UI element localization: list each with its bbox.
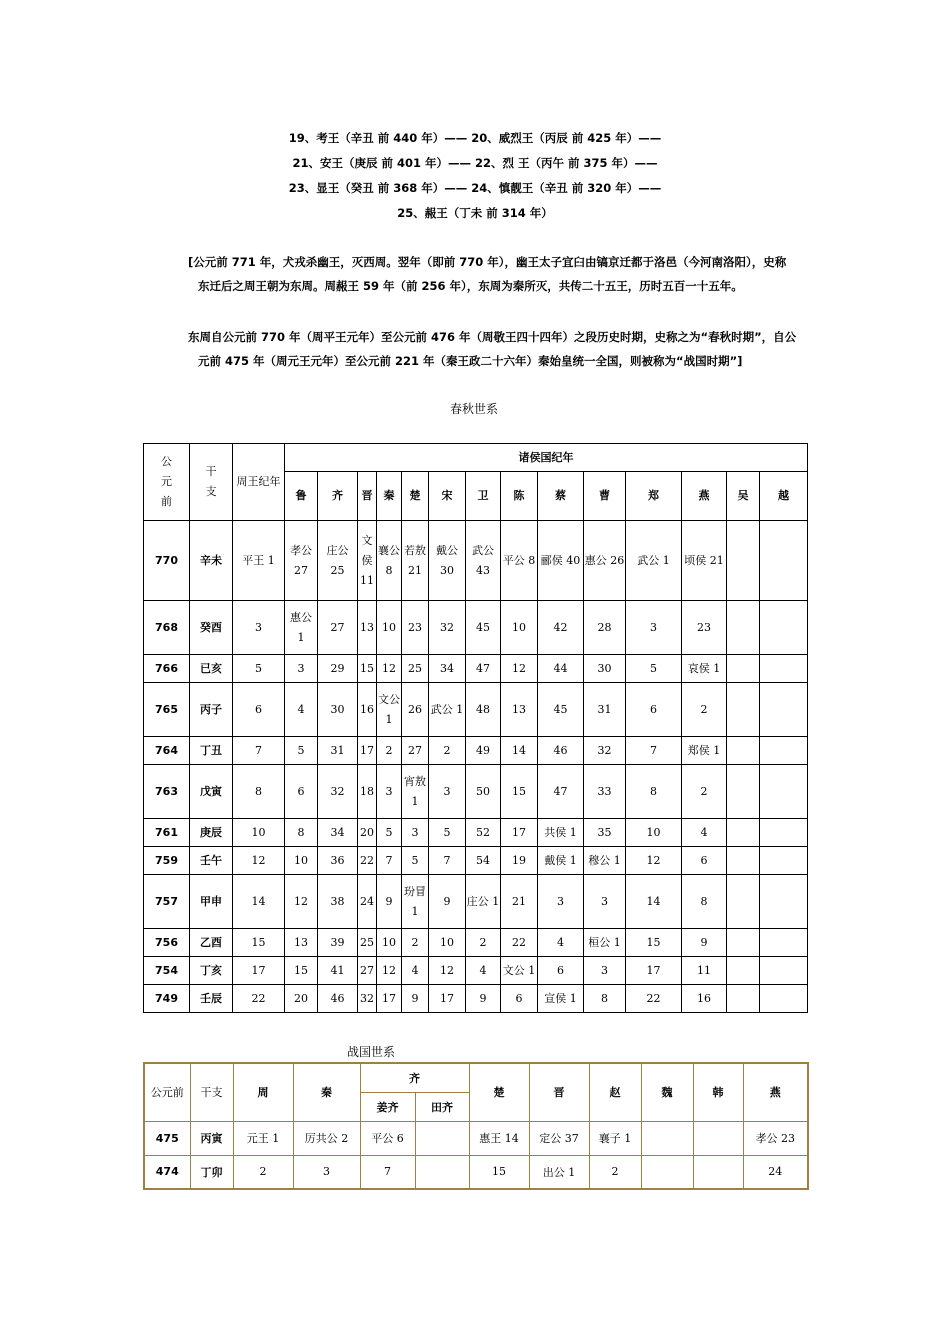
table-cell: 5 (626, 655, 682, 683)
table-cell: 穆公 1 (584, 847, 626, 875)
table-cell (727, 655, 760, 683)
table-cell: 元王 1 (233, 1121, 293, 1155)
year-cell: 765 (144, 683, 190, 737)
table-row (144, 957, 808, 985)
table-cell: 41 (318, 957, 358, 985)
year-cell: 770 (144, 521, 190, 601)
table-cell: 36 (318, 847, 358, 875)
table-cell: 襄子 1 (589, 1121, 641, 1155)
table-cell: 28 (584, 601, 626, 655)
table-cell: 23 (682, 601, 727, 655)
table-cell: 顷侯 21 (682, 521, 727, 601)
table-cell: 14 (626, 875, 682, 929)
ganzhi-cell: 壬午 (190, 847, 233, 875)
table-cell (760, 737, 808, 765)
year-cell: 768 (144, 601, 190, 655)
table-cell: 45 (466, 601, 501, 655)
table-cell: 2 (429, 737, 466, 765)
table-cell (760, 521, 808, 601)
table-cell: 8 (682, 875, 727, 929)
ganzhi-cell: 庚辰 (190, 819, 233, 847)
state-header: 宋 (429, 472, 466, 521)
table-cell: 15 (626, 929, 682, 957)
table-cell: 若敖 21 (402, 521, 429, 601)
state-header: 蔡 (538, 472, 584, 521)
t2-header-jiangqi: 姜齐 (360, 1092, 415, 1121)
ganzhi-cell: 丁卯 (190, 1155, 233, 1189)
table-cell: 22 (626, 985, 682, 1013)
state-header: 卫 (466, 472, 501, 521)
year-cell: 759 (144, 847, 190, 875)
t2-header-zhou: 周 (233, 1063, 293, 1121)
table-cell: 32 (429, 601, 466, 655)
table-cell: 13 (285, 929, 318, 957)
table-cell: 6 (285, 765, 318, 819)
table-cell (727, 521, 760, 601)
king-line-4: 25、赧王（丁未 前 314 年） (397, 206, 553, 220)
table-cell: 出公 1 (529, 1155, 589, 1189)
table-cell: 2 (233, 1155, 293, 1189)
year-cell: 756 (144, 929, 190, 957)
table-cell (415, 1155, 469, 1189)
table-cell: 戴公 30 (429, 521, 466, 601)
ganzhi-cell: 乙酉 (190, 929, 233, 957)
table-cell: 39 (318, 929, 358, 957)
table-cell: 38 (318, 875, 358, 929)
table-cell: 17 (501, 819, 538, 847)
table-cell: 10 (285, 847, 318, 875)
intro-line-2: 东迁后之周王朝为东周。周赧王 59 年（前 256 年），东周为秦所灭，共传二十五王，历时五百一十五年。 (198, 279, 743, 293)
t2-header-han: 韩 (693, 1063, 743, 1121)
table-cell: 22 (233, 985, 285, 1013)
table-cell (760, 765, 808, 819)
table-row (144, 929, 808, 957)
table-cell: 44 (538, 655, 584, 683)
state-header: 曹 (584, 472, 626, 521)
table-row (144, 765, 808, 819)
state-header: 吴 (727, 472, 760, 521)
table-cell: 桓公 1 (584, 929, 626, 957)
table-row (144, 655, 808, 683)
table-cell (727, 765, 760, 819)
intro-paragraph (188, 250, 810, 298)
table-row (144, 847, 808, 875)
table-cell: 10 (233, 819, 285, 847)
ganzhi-cell: 辛未 (190, 521, 233, 601)
state-header: 越 (760, 472, 808, 521)
table-cell: 郑侯 1 (682, 737, 727, 765)
table-cell: 12 (626, 847, 682, 875)
table-cell: 9 (377, 875, 402, 929)
table-cell: 8 (285, 819, 318, 847)
table-cell (727, 957, 760, 985)
header-year: 公元前 (144, 444, 190, 521)
table-cell: 32 (584, 737, 626, 765)
table-cell: 郦侯 40 (538, 521, 584, 601)
table-cell: 32 (318, 765, 358, 819)
t2-header-jin: 晋 (529, 1063, 589, 1121)
king-line-3: 23、显王（癸丑 前 368 年）—— 24、慎靓王（辛丑 前 320 年）—— (288, 181, 662, 195)
table-row (144, 601, 808, 655)
table-cell: 4 (285, 683, 318, 737)
table-cell: 31 (318, 737, 358, 765)
spring-autumn-table (143, 443, 808, 1013)
ganzhi-cell: 甲申 (190, 875, 233, 929)
table-cell: 3 (584, 875, 626, 929)
year-cell: 764 (144, 737, 190, 765)
table-cell: 7 (360, 1155, 415, 1189)
table-cell: 9 (466, 985, 501, 1013)
table-cell: 7 (377, 847, 402, 875)
state-header: 郑 (626, 472, 682, 521)
table-cell: 27 (402, 737, 429, 765)
t2-header-zhao: 赵 (589, 1063, 641, 1121)
table-cell: 47 (466, 655, 501, 683)
table-cell: 42 (538, 601, 584, 655)
table-cell (727, 929, 760, 957)
t2-header-year: 公元前 (144, 1063, 190, 1121)
table-cell (760, 985, 808, 1013)
table-cell (760, 957, 808, 985)
ganzhi-cell: 壬辰 (190, 985, 233, 1013)
table-cell: 庄公 1 (466, 875, 501, 929)
table-cell: 32 (358, 985, 377, 1013)
table-cell: 24 (743, 1155, 808, 1189)
table-cell: 厉共公 2 (293, 1121, 360, 1155)
table-cell (415, 1121, 469, 1155)
table-row (144, 1155, 808, 1189)
table-cell: 12 (377, 957, 402, 985)
table-cell: 17 (358, 737, 377, 765)
table-cell: 34 (318, 819, 358, 847)
table-cell (760, 819, 808, 847)
table-cell: 5 (429, 819, 466, 847)
table-cell: 9 (429, 875, 466, 929)
table-cell: 3 (584, 957, 626, 985)
ganzhi-cell: 戊寅 (190, 765, 233, 819)
table-cell: 17 (233, 957, 285, 985)
table-cell: 2 (589, 1155, 641, 1189)
table-cell: 定公 37 (529, 1121, 589, 1155)
table-cell: 3 (626, 601, 682, 655)
spring-autumn-caption: 春秋世系 (450, 402, 499, 416)
table-cell: 武公 1 (429, 683, 466, 737)
ganzhi-cell: 丙寅 (190, 1121, 233, 1155)
ganzhi-cell: 丙子 (190, 683, 233, 737)
table-cell: 46 (318, 985, 358, 1013)
table-cell: 9 (682, 929, 727, 957)
table-cell: 47 (538, 765, 584, 819)
table-cell (727, 875, 760, 929)
table-cell: 10 (501, 601, 538, 655)
table-cell: 2 (682, 765, 727, 819)
table-cell: 6 (233, 683, 285, 737)
table-cell: 16 (358, 683, 377, 737)
table-cell: 17 (429, 985, 466, 1013)
table-cell: 12 (501, 655, 538, 683)
warring-states-caption: 战国世系 (347, 1045, 396, 1059)
year-cell: 475 (144, 1121, 190, 1155)
table-cell (727, 737, 760, 765)
table-cell (727, 847, 760, 875)
king-line-2: 21、安王（庚辰 前 401 年）—— 22、烈 王（丙午 前 375 年）—— (292, 156, 658, 170)
table-cell (727, 985, 760, 1013)
table-cell: 4 (466, 957, 501, 985)
table-cell: 31 (584, 683, 626, 737)
table-cell: 宵敖 1 (402, 765, 429, 819)
table-cell: 11 (682, 957, 727, 985)
year-cell: 766 (144, 655, 190, 683)
header-ganzhi: 干支 (190, 444, 233, 521)
year-cell: 474 (144, 1155, 190, 1189)
state-header: 齐 (318, 472, 358, 521)
table-cell: 13 (358, 601, 377, 655)
table-row (144, 683, 808, 737)
table-cell: 襄公 8 (377, 521, 402, 601)
table-cell: 文公 1 (377, 683, 402, 737)
table-cell: 孝公 23 (743, 1121, 808, 1155)
table-cell: 2 (377, 737, 402, 765)
t2-header-ganzhi: 干支 (190, 1063, 233, 1121)
table-cell: 平公 6 (360, 1121, 415, 1155)
table-cell: 12 (233, 847, 285, 875)
t2-header-qin: 秦 (293, 1063, 360, 1121)
table-cell: 平公 8 (501, 521, 538, 601)
t2-header-chu: 楚 (469, 1063, 529, 1121)
t2-header-wei: 魏 (641, 1063, 693, 1121)
table-cell: 15 (358, 655, 377, 683)
state-header: 鲁 (285, 472, 318, 521)
table-cell: 20 (358, 819, 377, 847)
table-cell: 25 (358, 929, 377, 957)
table-cell: 5 (285, 737, 318, 765)
table-cell: 48 (466, 683, 501, 737)
table-cell: 9 (402, 985, 429, 1013)
year-cell: 749 (144, 985, 190, 1013)
table-row (144, 521, 808, 601)
table-cell: 20 (285, 985, 318, 1013)
table-cell: 18 (358, 765, 377, 819)
table-cell: 54 (466, 847, 501, 875)
table-cell (760, 683, 808, 737)
table-cell: 17 (377, 985, 402, 1013)
table-cell: 3 (377, 765, 402, 819)
table-cell: 52 (466, 819, 501, 847)
table-cell: 15 (285, 957, 318, 985)
table-cell: 共侯 1 (538, 819, 584, 847)
table-cell: 4 (402, 957, 429, 985)
table-cell: 10 (626, 819, 682, 847)
table-cell (693, 1155, 743, 1189)
table-cell (760, 875, 808, 929)
ganzhi-cell: 丁亥 (190, 957, 233, 985)
table-cell: 21 (501, 875, 538, 929)
table-cell: 8 (233, 765, 285, 819)
table-cell: 孝公 27 (285, 521, 318, 601)
king-line-1: 19、考王（辛丑 前 440 年）—— 20、威烈王（丙辰 前 425 年）—— (288, 131, 662, 145)
table-cell (727, 601, 760, 655)
table-cell: 玢冒 1 (402, 875, 429, 929)
table-cell: 文侯 11 (358, 521, 377, 601)
table-cell: 23 (402, 601, 429, 655)
table-cell: 惠公 26 (584, 521, 626, 601)
table-cell: 25 (402, 655, 429, 683)
table-cell: 3 (285, 655, 318, 683)
table-cell: 6 (538, 957, 584, 985)
table-cell: 平王 1 (233, 521, 285, 601)
table-cell: 3 (233, 601, 285, 655)
table-cell (641, 1155, 693, 1189)
table-cell: 10 (377, 929, 402, 957)
ganzhi-cell: 癸酉 (190, 601, 233, 655)
table-cell: 12 (285, 875, 318, 929)
table-cell: 49 (466, 737, 501, 765)
table-row (144, 875, 808, 929)
table-cell: 34 (429, 655, 466, 683)
table-row (144, 819, 808, 847)
table-cell: 16 (682, 985, 727, 1013)
table-cell: 3 (538, 875, 584, 929)
table-cell (760, 601, 808, 655)
table-cell: 3 (402, 819, 429, 847)
table-cell: 14 (501, 737, 538, 765)
table-cell: 19 (501, 847, 538, 875)
ganzhi-cell: 丁丑 (190, 737, 233, 765)
table-cell: 12 (377, 655, 402, 683)
table-cell: 惠王 14 (469, 1121, 529, 1155)
table-cell: 庄公 25 (318, 521, 358, 601)
t2-header-yan: 燕 (743, 1063, 808, 1121)
table-cell: 27 (358, 957, 377, 985)
table-cell: 2 (402, 929, 429, 957)
table-cell: 14 (233, 875, 285, 929)
table-cell: 27 (318, 601, 358, 655)
year-cell: 757 (144, 875, 190, 929)
table-cell: 8 (626, 765, 682, 819)
table-cell: 22 (358, 847, 377, 875)
table-cell: 6 (626, 683, 682, 737)
table-cell: 15 (233, 929, 285, 957)
period-line-1: 东周自公元前 770 年（周平王元年）至公元前 476 年（周敬王四十四年）之段历史时期，史称之为“春秋时期”，自公 (188, 330, 797, 344)
table-row (144, 985, 808, 1013)
state-header: 秦 (377, 472, 402, 521)
table-cell: 10 (429, 929, 466, 957)
table-cell: 46 (538, 737, 584, 765)
table-cell (760, 655, 808, 683)
table-cell: 35 (584, 819, 626, 847)
table-cell: 4 (538, 929, 584, 957)
table-cell (693, 1121, 743, 1155)
table-row (144, 737, 808, 765)
t2-header-tianqi: 田齐 (415, 1092, 469, 1121)
table-cell: 4 (682, 819, 727, 847)
period-line-2: 元前 475 年（周元王元年）至公元前 221 年（秦王政二十六年）秦始皇统一全国，则被称为“战国时期”] (198, 354, 743, 368)
table-cell: 45 (538, 683, 584, 737)
table-cell (727, 683, 760, 737)
year-cell: 763 (144, 765, 190, 819)
table-cell: 13 (501, 683, 538, 737)
table-cell: 33 (584, 765, 626, 819)
state-header: 楚 (402, 472, 429, 521)
table-cell (760, 929, 808, 957)
table-cell: 50 (466, 765, 501, 819)
table-cell: 3 (429, 765, 466, 819)
table-cell: 29 (318, 655, 358, 683)
table-cell: 2 (466, 929, 501, 957)
table-row (144, 1121, 808, 1155)
table-cell: 5 (233, 655, 285, 683)
table-cell: 哀侯 1 (682, 655, 727, 683)
t2-header-qi: 齐 (360, 1063, 469, 1092)
state-header: 燕 (682, 472, 727, 521)
table-cell: 8 (584, 985, 626, 1013)
table-cell: 2 (682, 683, 727, 737)
table-cell: 24 (358, 875, 377, 929)
table-cell: 15 (501, 765, 538, 819)
period-paragraph (188, 325, 810, 373)
table-cell (760, 847, 808, 875)
table-cell: 惠公 1 (285, 601, 318, 655)
intro-line-1: [公元前 771 年，犬戎杀幽王，灭西周。翌年（即前 770 年），幽王太子宜臼由镐京迁都于洛邑（今河南洛阳），史称 (188, 255, 787, 269)
table-cell: 武公 43 (466, 521, 501, 601)
warring-states-table (143, 1062, 809, 1190)
table-cell: 15 (469, 1155, 529, 1189)
state-header: 晋 (358, 472, 377, 521)
table-cell: 17 (626, 957, 682, 985)
table-cell (641, 1121, 693, 1155)
table-cell (727, 819, 760, 847)
table-cell: 3 (293, 1155, 360, 1189)
header-states-group: 诸侯国纪年 (285, 444, 808, 472)
table-cell: 22 (501, 929, 538, 957)
table-cell: 5 (377, 819, 402, 847)
table-cell: 武公 1 (626, 521, 682, 601)
table-cell: 文公 1 (501, 957, 538, 985)
ganzhi-cell: 已亥 (190, 655, 233, 683)
table-cell: 宣侯 1 (538, 985, 584, 1013)
year-cell: 761 (144, 819, 190, 847)
header-zhou: 周王纪年 (233, 444, 285, 521)
table-cell: 6 (501, 985, 538, 1013)
table-cell: 6 (682, 847, 727, 875)
table-cell: 7 (233, 737, 285, 765)
table-cell: 5 (402, 847, 429, 875)
table-cell: 12 (429, 957, 466, 985)
table-cell: 10 (377, 601, 402, 655)
table-cell: 30 (584, 655, 626, 683)
table-cell: 7 (429, 847, 466, 875)
table-cell: 7 (626, 737, 682, 765)
table-cell: 戴侯 1 (538, 847, 584, 875)
state-header: 陈 (501, 472, 538, 521)
table-cell: 26 (402, 683, 429, 737)
year-cell: 754 (144, 957, 190, 985)
table-cell: 30 (318, 683, 358, 737)
